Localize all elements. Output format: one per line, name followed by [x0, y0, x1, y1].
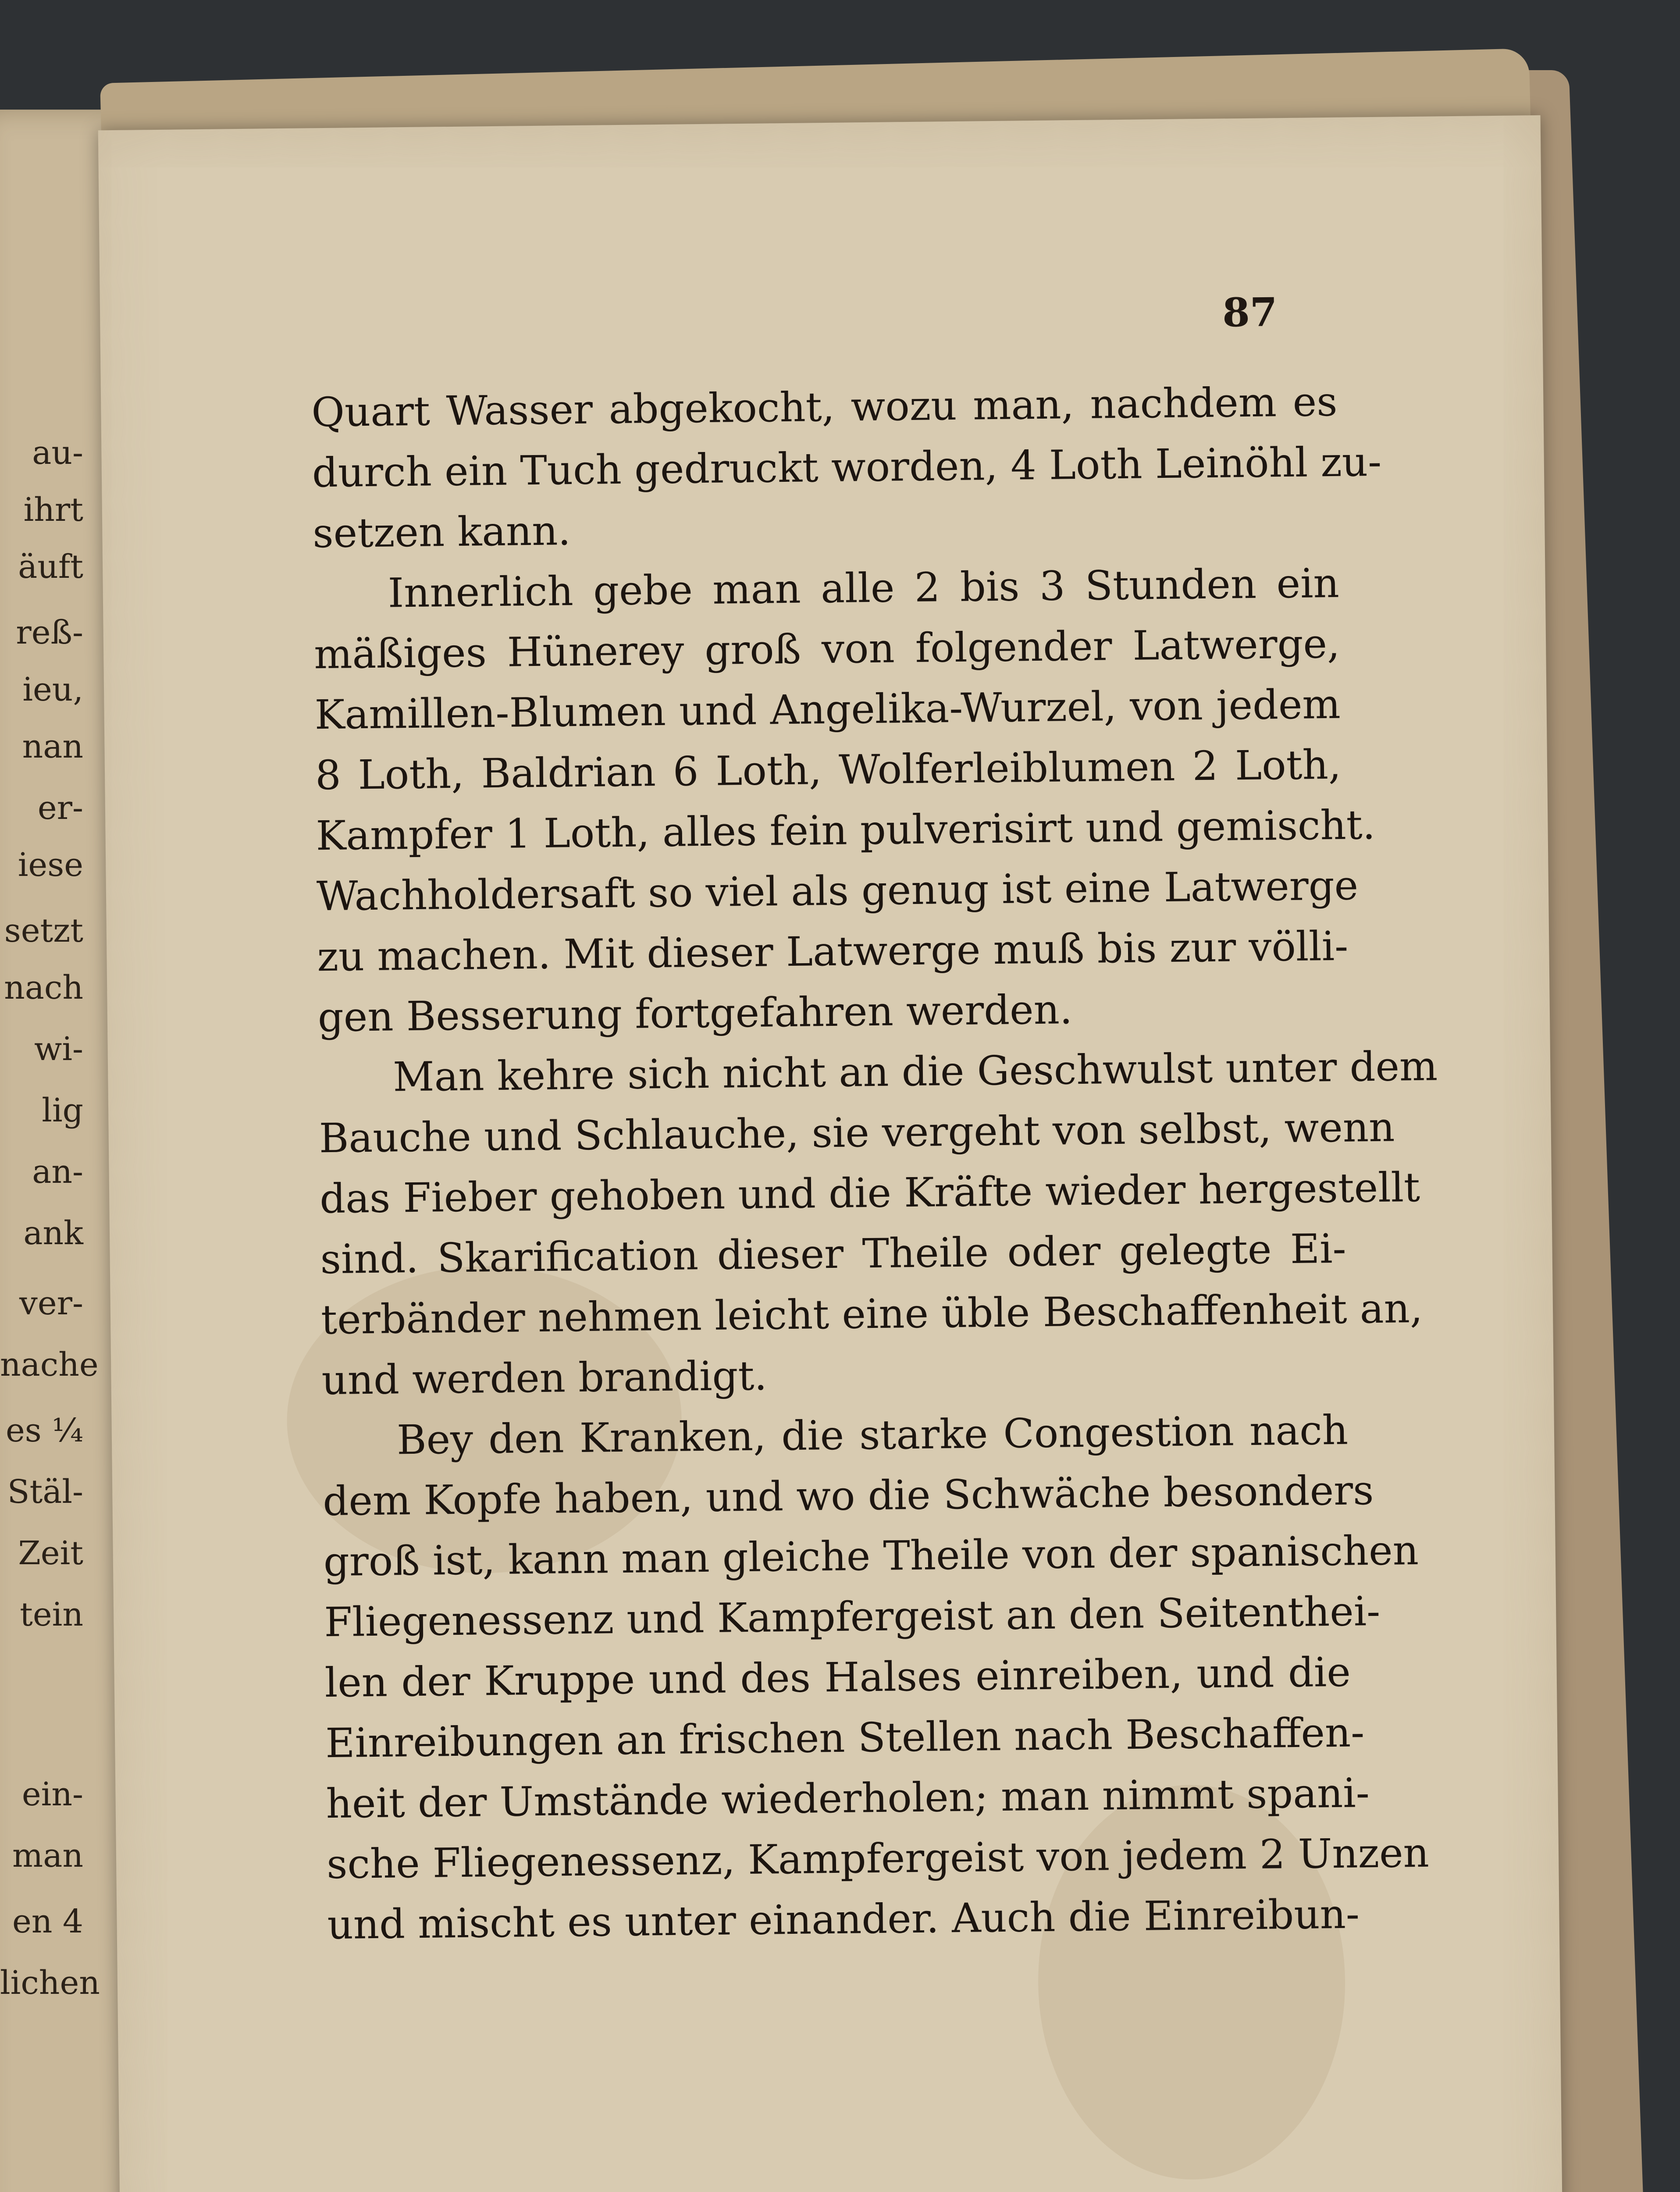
text-line: durch ein Tuch gedruckt worden, 4 Loth Leinöhl zu- [312, 438, 1382, 497]
text-line: groß ist, kann man gleiche Theile von der spanischen [323, 1527, 1419, 1586]
text-line: Fliegenessenz und Kampfergeist an den Seitenthei- [324, 1587, 1381, 1646]
left-fragment: es ¼ [5, 1412, 83, 1449]
left-fragment: reß- [16, 614, 83, 651]
left-fragment: ank [23, 1214, 83, 1252]
left-fragment: lig [42, 1092, 83, 1129]
text-line: setzen kann. [312, 507, 571, 557]
text-line: und mischt es unter einander. Auch die Einreibun- [327, 1890, 1360, 1949]
left-fragment: au- [32, 434, 83, 472]
left-fragment: Zeit [18, 1534, 83, 1572]
text-line: das Fieber gehoben und die Kräfte wieder hergestellt [319, 1164, 1420, 1223]
text-line: terbänder nehmen leicht eine üble Beschaffenheit an, [320, 1285, 1423, 1344]
left-fragment: ieu, [22, 671, 83, 708]
left-fragment: nache [0, 1346, 99, 1384]
text-line: Innerlich gebe man alle 2 bis 3 Stunden ein [388, 559, 1340, 617]
left-fragment: er- [37, 789, 83, 827]
text-line: len der Kruppe und des Halses einreiben, und die [324, 1648, 1351, 1707]
body-text [311, 372, 1438, 1955]
left-fragment: tein [20, 1596, 83, 1633]
left-fragment: setzt [4, 912, 83, 950]
text-line: Einreibungen an frischen Stellen nach Beschaffen- [325, 1709, 1365, 1767]
left-fragment: ver- [19, 1285, 83, 1322]
left-fragment: nach [4, 969, 83, 1007]
text-line: zu machen. Mit dieser Latwerge muß bis zur völli- [317, 922, 1349, 981]
left-fragment: lichen [0, 1964, 100, 2002]
left-fragment: iese [18, 846, 83, 884]
left-fragment: wi- [34, 1030, 83, 1068]
text-line: Bauche und Schlauche, sie vergeht von selbst, wenn [319, 1103, 1395, 1162]
text-line: dem Kopfe haben, und wo die Schwäche besonders [322, 1467, 1374, 1525]
text-line: Wachholdersaft so viel als genug ist eine Latwerge [316, 862, 1359, 920]
text-line: Man kehre sich nicht an die Geschwulst unter dem [392, 1043, 1438, 1101]
left-fragment: en 4 [12, 1903, 83, 1940]
left-fragment: man [12, 1837, 83, 1875]
text-line: Bey den Kranken, die starke Congestion nach [396, 1406, 1349, 1464]
text-line: sind. Skarification dieser Theile oder gelegte Ei- [320, 1225, 1347, 1283]
text-line: mäßiges Hünerey groß von folgender Latwerge, [313, 620, 1340, 678]
left-fragment: an- [32, 1153, 83, 1191]
text-line: 8 Loth, Baldrian 6 Loth, Wolferleiblumen 2 Loth, [315, 741, 1342, 799]
left-fragment: äuft [18, 548, 83, 586]
text-line: Quart Wasser abgekocht, wozu man, nachdem es [311, 378, 1338, 436]
left-fragment: ein- [21, 1776, 83, 1813]
left-fragment: nan [22, 728, 83, 765]
left-page-text-fragments [0, 110, 100, 2192]
text-line: sche Fliegenessenz, Kampfergeist von jedem 2 Unzen [326, 1829, 1430, 1888]
text-line: Kampfer 1 Loth, alles fein pulverisirt und gemischt. [316, 801, 1376, 860]
text-line: heit der Umstände wiederholen; man nimmt spani- [326, 1769, 1370, 1828]
right-page [98, 115, 1564, 2192]
text-line: Kamillen-Blumen und Angelika-Wurzel, von jedem [314, 680, 1341, 739]
left-fragment: ihrt [23, 491, 83, 529]
text-line: gen Besserung fortgefahren werden. [317, 986, 1073, 1041]
page-number: 87 [1222, 289, 1278, 336]
text-line: und werden brandigt. [321, 1352, 768, 1404]
left-fragment: Stäl- [7, 1473, 83, 1511]
